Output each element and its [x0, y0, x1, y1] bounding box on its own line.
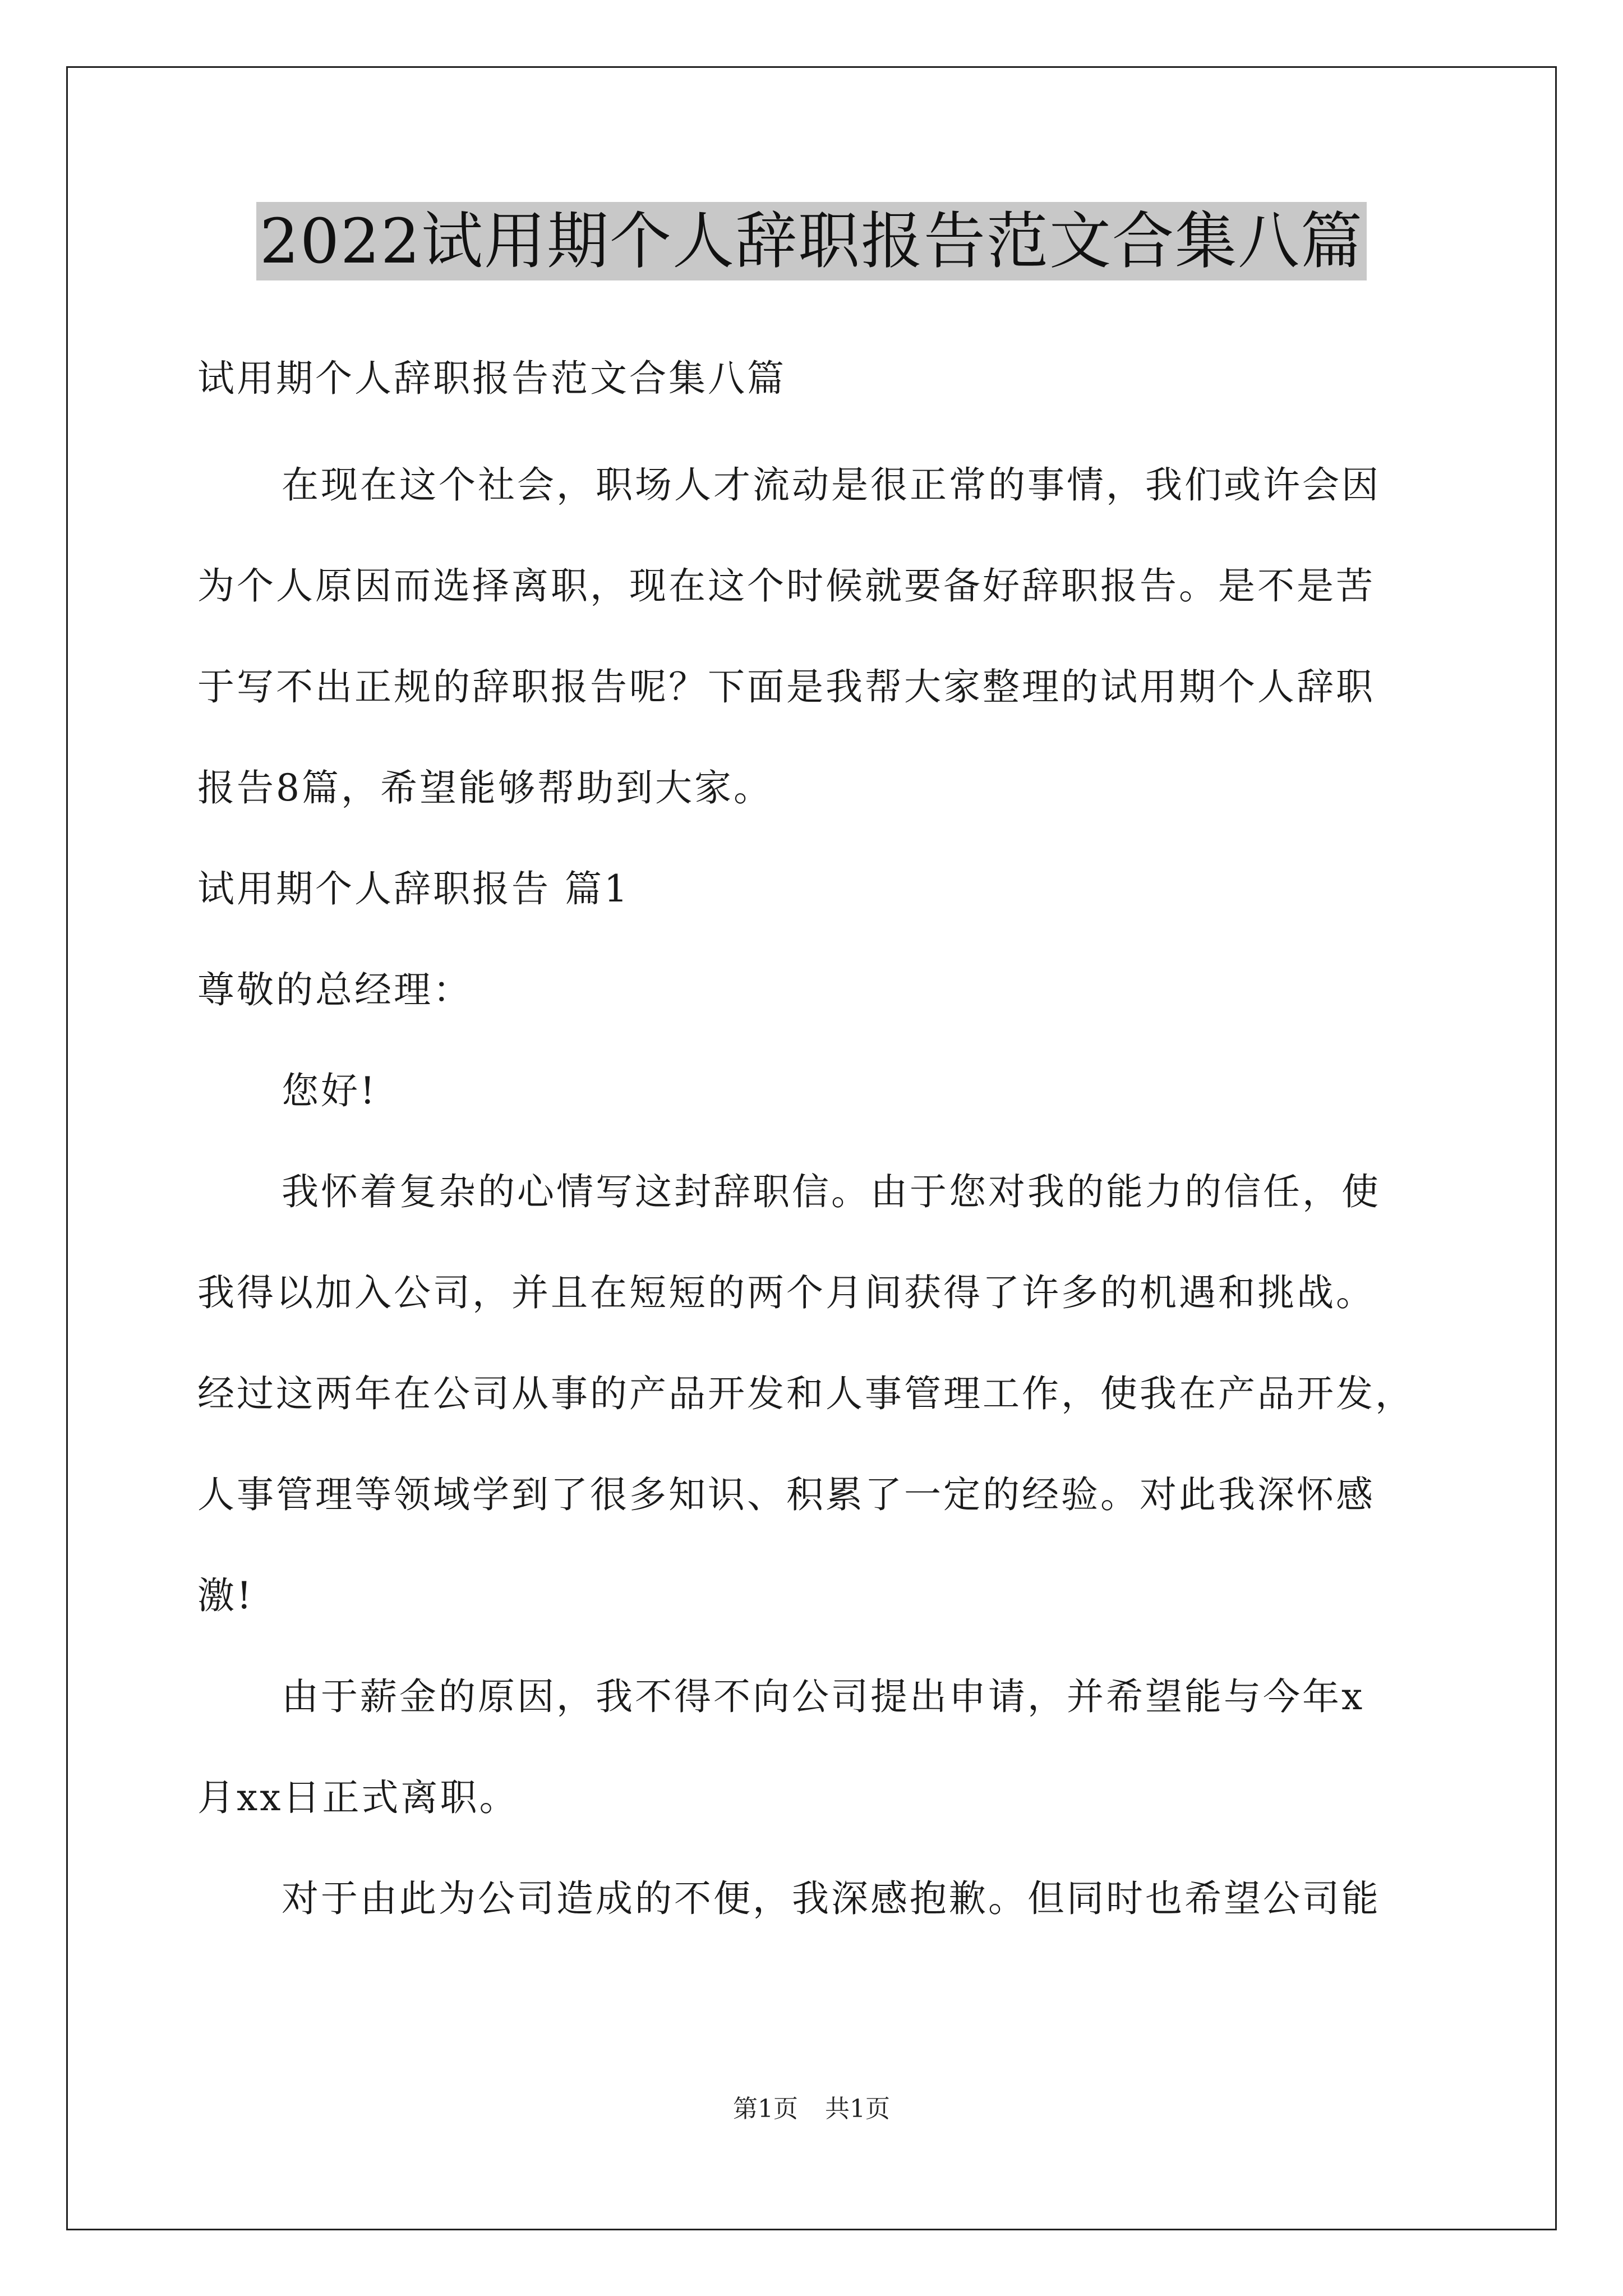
- paragraph-line: 在现在这个社会，职场人才流动是很正常的事情，我们或许会因: [282, 463, 1381, 507]
- paragraph-line: 我得以加入公司，并且在短短的两个月间获得了许多的机遇和挑战。: [197, 1271, 1375, 1314]
- paragraph-line: 人事管理等领域学到了很多知识、积累了一定的经验。对此我深怀感: [197, 1473, 1375, 1516]
- title-container: [0, 202, 1623, 280]
- page-total: 共1页: [825, 2095, 890, 2123]
- paragraph-line: 对于由此为公司造成的不便，我深感抱歉。但同时也希望公司能: [282, 1877, 1381, 1920]
- page-footer: [0, 2092, 1623, 2126]
- salutation: 尊敬的总经理：: [197, 968, 472, 1011]
- paragraph-line: 报告8篇，希望能够帮助到大家。: [197, 766, 773, 809]
- paragraph-line: 激!: [197, 1574, 254, 1617]
- paragraph-line: 于写不出正规的辞职报告呢？下面是我帮大家整理的试用期个人辞职: [197, 665, 1375, 708]
- paragraph-line: 由于薪金的原因，我不得不向公司提出申请，并希望能与今年x: [282, 1675, 1365, 1718]
- paragraph-line: 经过这两年在公司从事的产品开发和人事管理工作，使我在产品开发，: [197, 1372, 1414, 1415]
- paragraph-line: 我怀着复杂的心情写这封辞职信。由于您对我的能力的信任，使: [282, 1170, 1381, 1213]
- paragraph-line: 月xx日正式离职。: [197, 1776, 519, 1819]
- paragraph-line: 为个人原因而选择离职，现在这个时候就要备好辞职报告。是不是苦: [197, 564, 1375, 608]
- page-number: 第1页: [733, 2095, 798, 2123]
- document-title: 2022试用期个人辞职报告范文合集八篇: [256, 202, 1367, 280]
- subtitle-line: 试用期个人辞职报告范文合集八篇: [197, 357, 786, 400]
- greeting: 您好!: [282, 1069, 377, 1112]
- section-heading: 试用期个人辞职报告 篇1: [197, 867, 630, 910]
